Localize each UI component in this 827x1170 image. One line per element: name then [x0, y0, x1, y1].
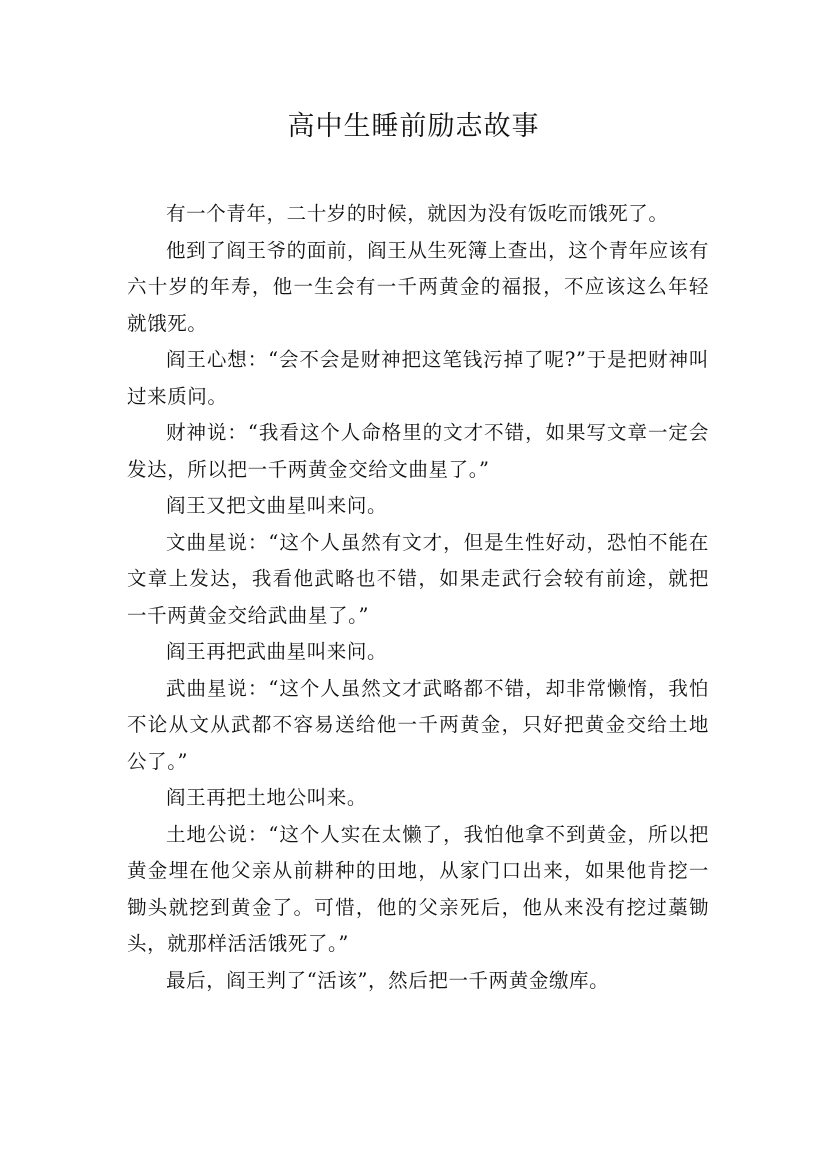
paragraph: 武曲星说：“这个人虽然文才武略都不错，却非常懒惰，我怕不论从文从武都不容易送给他一千两黄金，只好把黄金交给土地公了。” [127, 676, 709, 773]
paragraph: 土地公说：“这个人实在太懒了，我怕他拿不到黄金，所以把黄金埋在他父亲从前耕种的田地，从家门口出来，如果他肯挖一锄头就挖到黄金了。可惜，他的父亲死后，他从来没有挖过藁锄头，就那样活活饿死了。” [127, 822, 709, 955]
paragraph: 文曲星说：“这个人虽然有文才，但是生性好动，恐怕不能在文章上发达，我看他武略也不错，如果走武行会较有前途，就把一千两黄金交给武曲星了。” [127, 530, 709, 627]
document-title: 高中生睡前励志故事 [287, 111, 540, 142]
paragraph: 阎王又把文曲星叫来问。 [166, 494, 388, 517]
paragraph: 阎王心想：“会不会是财神把这笔钱污掉了呢?”于是把财神叫过来质问。 [127, 348, 709, 408]
paragraph: 财神说：“我看这个人命格里的文才不错，如果写文章一定会发达，所以把一千两黄金交给文曲星了。” [127, 421, 709, 481]
paragraph: 有一个青年，二十岁的时候，就因为没有饭吃而饿死了。 [166, 202, 669, 225]
paragraph: 最后，阎王判了“活该”，然后把一千两黄金缴库。 [166, 968, 610, 992]
paragraph: 他到了阎王爷的面前，阎王从生死簿上查出，这个青年应该有六十岁的年寿，他一生会有一千两黄金的福报，不应该这么年轻就饿死。 [127, 238, 709, 335]
paragraph: 阎王再把武曲星叫来问。 [166, 640, 388, 663]
paragraph: 阎王再把土地公叫来。 [166, 786, 368, 809]
document-body [127, 196, 709, 999]
